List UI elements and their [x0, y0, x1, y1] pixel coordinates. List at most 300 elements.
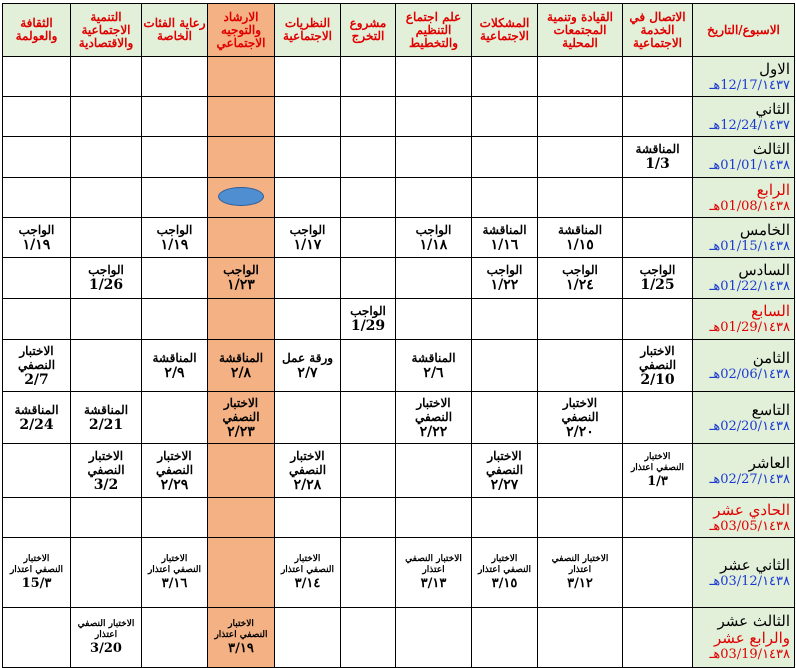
schedule-cell — [538, 57, 623, 97]
schedule-cell — [341, 218, 396, 258]
week-date: ١٤٣٨/03/12هـ — [709, 573, 790, 589]
entry-date: 1/25 — [640, 277, 675, 293]
week-date: ١٤٣٨/02/27هـ — [709, 471, 790, 487]
schedule-cell — [472, 137, 538, 178]
schedule-table — [2, 3, 795, 668]
schedule-cell — [623, 498, 693, 538]
week-date: ١٤٣٨/01/22هـ — [709, 279, 790, 294]
schedule-entry — [625, 263, 690, 293]
week-date: ١٤٣٨/01/15هـ — [709, 238, 790, 254]
schedule-entry — [474, 263, 535, 293]
entry-label: الاختبار — [161, 554, 188, 564]
entry-label: الاختبار النصفي — [551, 554, 609, 564]
table-row — [3, 178, 795, 218]
schedule-cell — [472, 97, 538, 137]
schedule-cell — [472, 218, 538, 258]
header-course: المشكلات الاجتماعية — [472, 4, 538, 57]
header-course: التنمية الاجتماعية والاقتصادية — [71, 4, 142, 57]
schedule-cell — [341, 392, 396, 444]
entry-date: ٣/1 — [647, 474, 668, 489]
schedule-cell — [71, 340, 142, 392]
week-date-cell — [693, 57, 795, 97]
entry-label: المناقشة — [14, 402, 59, 417]
entry-label: الاختبار النصفي — [77, 619, 135, 629]
entry-label: الاختبار — [228, 619, 254, 629]
entry-label: الواجب — [88, 263, 124, 277]
schedule-cell — [341, 299, 396, 340]
schedule-cell — [275, 299, 341, 340]
schedule-entry — [144, 351, 205, 381]
entry-label: المناقشة — [411, 350, 456, 365]
schedule-cell — [3, 608, 71, 668]
schedule-entry — [277, 449, 338, 493]
schedule-cell — [472, 340, 538, 392]
schedule-cell — [341, 137, 396, 178]
week-date-cell — [693, 608, 795, 668]
week-date: ١٤٣٧/12/17هـ — [709, 77, 790, 93]
header-course: الاتصال في الخدمة الاجتماعية — [623, 4, 693, 57]
entry-label: الاختبار النصفي — [405, 554, 462, 564]
schedule-entry — [625, 142, 690, 172]
schedule-cell — [396, 218, 472, 258]
week-date: ١٤٣٨/01/29هـ — [709, 320, 790, 335]
schedule-cell — [396, 608, 472, 668]
schedule-cell — [142, 340, 208, 392]
table-row — [3, 444, 795, 498]
schedule-entry — [73, 449, 139, 493]
entry-label: الاختبار — [416, 395, 451, 410]
schedule-entry — [474, 223, 535, 253]
schedule-cell — [208, 608, 275, 668]
week-label: الحادي عشر — [713, 500, 790, 519]
schedule-cell — [3, 299, 71, 340]
entry-date: ١/١٧ — [293, 236, 322, 253]
entry-label: المناقشة — [635, 142, 680, 156]
schedule-cell — [275, 608, 341, 668]
week-date-cell — [693, 340, 795, 392]
entry-label: الواجب — [18, 222, 55, 237]
schedule-cell — [71, 498, 142, 538]
header-row — [3, 4, 795, 57]
schedule-cell — [472, 392, 538, 444]
entry-date: ٣/١٩ — [228, 641, 254, 656]
schedule-cell — [396, 444, 472, 498]
schedule-cell — [396, 340, 472, 392]
schedule-cell — [3, 392, 71, 444]
schedule-cell — [623, 97, 693, 137]
schedule-cell — [208, 178, 275, 218]
entry-date: 2/21 — [88, 416, 124, 433]
week-label: الثامن — [752, 348, 790, 367]
schedule-cell — [538, 392, 623, 444]
entry-label: الاختبار — [290, 448, 325, 463]
schedule-cell — [538, 137, 623, 178]
schedule-cell — [71, 97, 142, 137]
schedule-entry — [625, 452, 690, 489]
schedule-entry — [474, 554, 535, 591]
schedule-cell — [3, 538, 71, 608]
schedule-cell — [275, 392, 341, 444]
week-date: ١٤٣٨/01/08هـ — [709, 198, 790, 214]
entry-date: ١/٢٣ — [227, 277, 255, 293]
entry-label: الاختبار — [562, 395, 598, 410]
schedule-cell — [538, 444, 623, 498]
schedule-cell — [142, 299, 208, 340]
entry-label: النصفي — [155, 462, 194, 477]
entry-date: ٢/٢٨ — [293, 476, 322, 493]
entry-label: ورقة عمل — [281, 350, 334, 365]
schedule-cell — [396, 97, 472, 137]
week-label: الاول — [759, 59, 790, 78]
schedule-entry — [210, 263, 272, 293]
schedule-cell — [623, 258, 693, 299]
entry-label: النصفي اعتذار — [630, 463, 685, 473]
entry-date: 1/26 — [88, 277, 124, 293]
schedule-cell — [472, 178, 538, 218]
entry-label: النصفي — [222, 409, 260, 424]
schedule-entry — [5, 554, 68, 591]
schedule-cell — [71, 444, 142, 498]
table-row — [3, 97, 795, 137]
entry-label: الواجب — [350, 304, 386, 318]
schedule-entry — [398, 396, 469, 440]
schedule-cell — [142, 258, 208, 299]
schedule-cell — [3, 340, 71, 392]
schedule-entry — [210, 351, 272, 381]
week-date-cell — [693, 538, 795, 608]
schedule-cell — [341, 498, 396, 538]
entry-date: 2/24 — [19, 416, 54, 433]
oval-shape — [218, 187, 264, 206]
schedule-entry — [343, 304, 393, 334]
week-date-cell — [693, 218, 795, 258]
schedule-cell — [341, 178, 396, 218]
entry-date: ١/٢٤ — [566, 277, 594, 293]
schedule-cell — [3, 444, 71, 498]
header-week-date: الاسبوع/التاريخ — [693, 4, 795, 57]
schedule-cell — [142, 608, 208, 668]
entry-label: الواجب — [486, 263, 523, 277]
schedule-cell — [275, 218, 341, 258]
week-label-2: والرابع عشر — [714, 629, 790, 647]
schedule-cell — [3, 498, 71, 538]
schedule-cell — [396, 392, 472, 444]
entry-date: ٢/٢٢ — [419, 423, 448, 440]
schedule-cell — [341, 340, 396, 392]
schedule-cell — [538, 538, 623, 608]
schedule-entry — [5, 223, 68, 253]
schedule-cell — [142, 538, 208, 608]
schedule-cell — [623, 340, 693, 392]
week-label: السادس — [738, 261, 790, 279]
schedule-entry — [625, 344, 690, 388]
schedule-entry — [73, 263, 139, 293]
schedule-cell — [538, 178, 623, 218]
schedule-cell — [208, 299, 275, 340]
schedule-cell — [71, 258, 142, 299]
schedule-cell — [275, 444, 341, 498]
entry-label: النصفي اعتذار — [477, 565, 532, 575]
schedule-cell — [208, 392, 275, 444]
schedule-cell — [623, 444, 693, 498]
header-course: علم اجتماع التنظيم والتخطيط — [396, 4, 472, 57]
week-date-cell — [693, 258, 795, 299]
table-row — [3, 498, 795, 538]
entry-date: ١/١٩ — [160, 236, 189, 253]
schedule-cell — [71, 178, 142, 218]
table-row — [3, 57, 795, 97]
header-course: الارشاد والتوجيه الاجتماعي — [208, 4, 275, 57]
schedule-cell — [275, 97, 341, 137]
entry-label: النصفي اعتذار — [9, 565, 64, 575]
schedule-cell — [275, 340, 341, 392]
entry-date: ٣/15 — [21, 576, 52, 591]
schedule-entry — [277, 351, 338, 381]
schedule-cell — [396, 538, 472, 608]
schedule-entry — [144, 554, 205, 591]
table-row — [3, 392, 795, 444]
schedule-entry — [144, 449, 205, 493]
schedule-cell — [208, 57, 275, 97]
entry-label: النصفي — [288, 462, 327, 477]
schedule-cell — [275, 498, 341, 538]
entry-label: اعتذار — [94, 630, 118, 640]
week-date-cell — [693, 97, 795, 137]
entry-label: النصفي اعتذار — [280, 565, 335, 575]
entry-date: ٢/٧ — [297, 364, 318, 381]
entry-label: الاختبار — [88, 448, 124, 463]
entry-date: ١/١٨ — [419, 236, 448, 253]
schedule-cell — [275, 258, 341, 299]
schedule-cell — [208, 498, 275, 538]
entry-label: المناقشة — [482, 222, 527, 237]
entry-label: الواجب — [415, 222, 452, 237]
schedule-cell — [142, 57, 208, 97]
entry-label: النصفي — [414, 409, 453, 424]
schedule-cell — [623, 57, 693, 97]
entry-label: الاختبار — [294, 554, 321, 564]
schedule-entry — [398, 554, 469, 591]
entry-label: الواجب — [562, 263, 598, 277]
entry-date: ٣/١٤ — [294, 576, 321, 591]
schedule-entry — [73, 619, 139, 656]
table-row — [3, 299, 795, 340]
schedule-cell — [275, 538, 341, 608]
header-course: مشروع التخرج — [341, 4, 396, 57]
schedule-cell — [341, 444, 396, 498]
entry-label: اعتذار — [568, 565, 592, 575]
schedule-cell — [3, 178, 71, 218]
week-date: ١٤٣٨/03/19هـ — [709, 647, 790, 662]
entry-label: النصفي — [638, 357, 677, 372]
schedule-entry — [540, 263, 620, 293]
table-row — [3, 258, 795, 299]
entry-label: الواجب — [289, 222, 326, 237]
week-date: ١٤٣٨/02/20هـ — [709, 418, 790, 434]
entry-label: اعتذار — [422, 565, 445, 575]
week-label: الثاني عشر — [720, 555, 790, 574]
schedule-cell — [71, 299, 142, 340]
schedule-entry — [398, 351, 469, 381]
entry-date: ٣/١٣ — [420, 576, 447, 591]
entry-date: ٢/٦ — [423, 364, 444, 381]
schedule-cell — [3, 57, 71, 97]
schedule-entry — [73, 403, 139, 433]
week-label: السابع — [751, 302, 790, 320]
schedule-entry — [144, 223, 205, 253]
week-label: العاشر — [748, 453, 790, 472]
entry-label: الاختبار — [640, 343, 675, 358]
entry-date: ٢/٢٣ — [227, 423, 255, 440]
schedule-cell — [472, 258, 538, 299]
entry-date: ٢/٢٠ — [566, 423, 594, 440]
schedule-cell — [623, 178, 693, 218]
schedule-cell — [142, 97, 208, 137]
schedule-cell — [208, 444, 275, 498]
entry-label: المناقشة — [152, 350, 197, 365]
entry-date: ٢/٢٧ — [490, 476, 519, 493]
entry-label: الاختبار — [23, 554, 50, 564]
entry-date: ٢/٩ — [164, 364, 185, 381]
entry-label: الاختبار — [644, 452, 671, 462]
schedule-entry — [210, 619, 272, 656]
schedule-cell — [472, 444, 538, 498]
entry-label: الواجب — [639, 263, 676, 277]
entry-date: 2/7 — [24, 371, 49, 388]
entry-date: ٣/١٥ — [491, 576, 518, 591]
schedule-cell — [142, 137, 208, 178]
schedule-cell — [208, 538, 275, 608]
schedule-cell — [208, 218, 275, 258]
entry-date: ١/١٩ — [22, 236, 51, 253]
schedule-cell — [3, 97, 71, 137]
entry-date: ٣/١٦ — [161, 576, 188, 591]
schedule-cell — [538, 498, 623, 538]
schedule-cell — [538, 97, 623, 137]
schedule-cell — [472, 299, 538, 340]
schedule-cell — [623, 608, 693, 668]
schedule-cell — [3, 137, 71, 178]
schedule-cell — [341, 97, 396, 137]
header-course: الثقافة والعولمة — [3, 4, 71, 57]
entry-date: ٢/٨ — [230, 364, 252, 381]
schedule-entry — [5, 344, 68, 388]
schedule-cell — [396, 57, 472, 97]
schedule-entry — [474, 449, 535, 493]
week-label: التاسع — [751, 400, 790, 419]
entry-label: النصفي اعتذار — [214, 630, 268, 640]
table-row — [3, 218, 795, 258]
schedule-cell — [396, 498, 472, 538]
entry-label: الاختبار — [491, 554, 518, 564]
week-label: الثالث عشر — [717, 612, 790, 630]
week-date-cell — [693, 299, 795, 340]
schedule-cell — [142, 444, 208, 498]
schedule-cell — [208, 137, 275, 178]
schedule-cell — [472, 57, 538, 97]
entry-label: النصفي — [87, 462, 125, 477]
schedule-cell — [71, 608, 142, 668]
entry-date: 1/29 — [350, 318, 386, 334]
week-date-cell — [693, 444, 795, 498]
schedule-cell — [275, 137, 341, 178]
entry-date: ١/١٥ — [566, 236, 594, 253]
week-label: الثالث — [752, 140, 790, 158]
schedule-cell — [472, 538, 538, 608]
schedule-cell — [623, 218, 693, 258]
entry-label: النصفي — [561, 409, 599, 424]
schedule-cell — [538, 218, 623, 258]
week-label: الرابع — [756, 180, 790, 199]
schedule-cell — [71, 392, 142, 444]
entry-label: الواجب — [156, 222, 193, 237]
entry-label: المناقشة — [83, 402, 129, 417]
week-label: الثاني — [755, 99, 790, 118]
entry-label: الاختبار — [487, 448, 522, 463]
schedule-cell — [208, 97, 275, 137]
schedule-cell — [472, 498, 538, 538]
schedule-entry — [210, 396, 272, 440]
schedule-cell — [142, 392, 208, 444]
schedule-cell — [341, 57, 396, 97]
schedule-cell — [208, 340, 275, 392]
schedule-cell — [3, 258, 71, 299]
entry-label: الاختبار — [157, 448, 192, 463]
week-date-cell — [693, 137, 795, 178]
schedule-cell — [623, 538, 693, 608]
schedule-cell — [538, 608, 623, 668]
entry-date: ٢/٢٩ — [160, 476, 189, 493]
table-row — [3, 137, 795, 178]
week-date: ١٤٣٨/03/05هـ — [709, 518, 790, 534]
schedule-cell — [71, 218, 142, 258]
table-row — [3, 608, 795, 668]
schedule-cell — [142, 218, 208, 258]
schedule-cell — [538, 340, 623, 392]
schedule-entry — [540, 223, 620, 253]
schedule-entry — [398, 223, 469, 253]
schedule-entry — [5, 403, 68, 433]
schedule-cell — [396, 178, 472, 218]
week-date-cell — [693, 392, 795, 444]
schedule-cell — [396, 299, 472, 340]
entry-label: النصفي اعتذار — [147, 565, 202, 575]
schedule-entry — [540, 396, 620, 440]
schedule-entry — [277, 223, 338, 253]
week-date: ١٤٣٨/02/06هـ — [709, 366, 790, 382]
header-course: رعاية الفئات الخاصة — [142, 4, 208, 57]
entry-date: ٣/١٢ — [567, 576, 593, 591]
entry-label: النصفي — [17, 357, 56, 372]
entry-label: المناقشة — [218, 350, 264, 365]
schedule-cell — [538, 258, 623, 299]
schedule-cell — [623, 299, 693, 340]
schedule-cell — [71, 57, 142, 97]
week-date-cell — [693, 178, 795, 218]
entry-label: الواجب — [223, 263, 259, 277]
header-course: القيادة وتنمية المجتمعات المحلية — [538, 4, 623, 57]
schedule-cell — [538, 299, 623, 340]
schedule-cell — [275, 178, 341, 218]
schedule-cell — [341, 258, 396, 299]
entry-label: المناقشة — [557, 222, 603, 237]
header-course: النظريات الاجتماعية — [275, 4, 341, 57]
entry-label: الاختبار — [19, 343, 54, 358]
schedule-cell — [71, 137, 142, 178]
entry-date: 3/2 — [93, 476, 119, 493]
entry-date: 2/10 — [640, 371, 675, 388]
week-date: ١٤٣٧/12/24هـ — [709, 117, 790, 133]
